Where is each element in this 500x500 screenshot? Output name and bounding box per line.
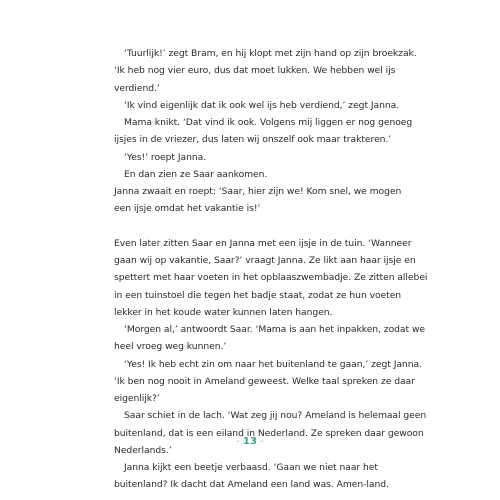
paragraph	[114, 45, 417, 97]
paragraph	[114, 114, 413, 149]
text-line: eigenlijk?’	[114, 393, 160, 404]
text-line: in een tuinstoel die tegen het badje staat, zodat ze hun voeten	[114, 289, 402, 301]
paragraph	[114, 321, 426, 356]
text-line: ‘Ik heb nog vier euro, dus dat moet lukken. We hebben wel ijs	[114, 65, 396, 77]
paragraph	[114, 183, 406, 218]
text-line: Even later zitten Saar en Janna met een ijsje in de tuin. ‘Wanneer	[114, 237, 412, 249]
text-line: ijsjes in de vriezer, dus laten wij onszelf ook maar trakteren.’	[114, 134, 392, 146]
text-line: gaan wij op vakantie, Saar?’ vraagt Janna. Ze likt aan haar ijsje en	[114, 255, 416, 266]
section-break	[114, 218, 406, 235]
text-line: buitenland, dat is een eiland in Nederland. Ze spreken daar gewoon	[114, 427, 424, 439]
text-line: ‘Ik vind eigenlijk dat ik ook wel ijs heb verdiend,’ zegt Janna.	[124, 99, 400, 111]
page-number-value: 13	[243, 436, 257, 447]
text-line: verdiend.’	[114, 82, 160, 94]
text-line: buitenland? Ik dacht dat Ameland een land was. Amen-land.	[114, 479, 389, 491]
page-number	[0, 436, 500, 447]
page-number-dash-left: -	[236, 436, 241, 447]
text-line: Nederlands.’	[114, 444, 172, 456]
text-line: ‘Ik ben nog nooit in Ameland geweest. Welke taal spreken ze daar	[114, 375, 415, 387]
text-line: spettert met haar voeten in het opblaaszwembadje. Ze zitten allebei	[114, 272, 428, 284]
text-line: En dan zien ze Saar aankomen.	[124, 168, 268, 180]
text-line: lekker in het koude water kunnen laten hangen.	[114, 306, 333, 318]
paragraph	[114, 149, 406, 166]
paragraph	[114, 166, 406, 183]
text-line: een ijsje omdat het vakantie is!’	[114, 203, 261, 215]
text-line: Janna kijkt een beetje verbaasd. ‘Gaan we niet naar het	[124, 462, 378, 473]
text-line: ‘Morgen al,’ antwoordt Saar. ‘Mama is aan het inpakken, zodat we	[124, 324, 426, 335]
text-line: ‘Yes!’ roept Janna.	[124, 151, 207, 163]
paragraph	[114, 97, 406, 114]
paragraph	[114, 459, 406, 494]
story-text	[114, 45, 428, 494]
text-line: ‘Yes! Ik heb echt zin om naar het buitenland te gaan,’ zegt Janna.	[124, 358, 422, 370]
text-line: Saar schiet in de lach. ‘Wat zeg jij nou? Ameland is helemaal geen	[124, 410, 427, 422]
text-line: Janna zwaait en roept: ‘Saar, hier zijn we! Kom snel, we mogen	[114, 186, 402, 197]
text-line: Mama knikt. ‘Dat vind ik ook. Volgens mij liggen er nog genoeg	[124, 117, 413, 128]
paragraph	[114, 407, 427, 459]
paragraph	[114, 235, 428, 321]
page-number-dash-right: -	[259, 436, 264, 447]
text-line: ‘Tuurlijk!’ zegt Bram, en hij klopt met zijn hand op zijn broekzak.	[124, 48, 417, 59]
paragraph	[114, 356, 422, 408]
text-line: heel vroeg weg kunnen.’	[114, 341, 227, 353]
